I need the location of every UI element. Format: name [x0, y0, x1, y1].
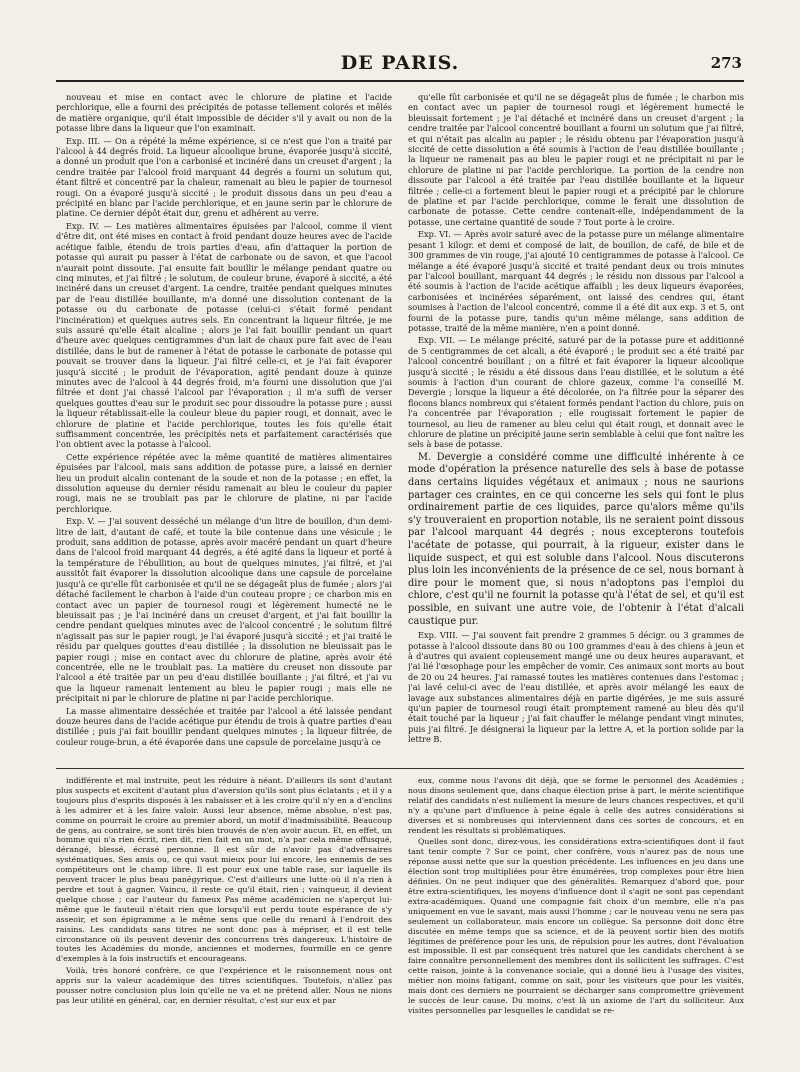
page-number: 273 — [710, 54, 742, 72]
upper-left-column — [56, 92, 392, 762]
running-title: DE PARIS. — [340, 52, 460, 74]
paragraph: Exp. IV. — Les matières alimentaires épuisées par l'alcool, comme il vient d'être dit, ont été mises en contact à froid pendant douze heures avec de l'acide acétique faible, étendu de trois parties d'eau, afin d'attaquer la portion de potasse qui aurait pu passer à l'état de carbonate ou de savon, et que l'acool n'aurait point dissoute. J'ai ensuite fait bouillir le mélange pendant quatre ou cinq minutes, et j'ai filtré ; le solutum, de couleur brune, évaporé à siccité, a été incinéré dans un creuset d'argent. La cendre, traitée pendant quelques minutes par de l'eau distillée bouillante, m'a donné une dissolution contenant de la potasse ou du carbonate de potasse (celui-ci s'était formé pendant l'incinération) et quelques autres sels. En concentrant la liqueur filtrée, je me suis assuré qu'elle était alcaline ; alors je l'ai fait bouillir pendant un quart d'heure avec quelques centigrammes d'un lait de chaux pure fait avec de l'eau distillée, dans le but de ramener à l'état de potasse le carbonate de potasse qui pouvait se trouver dans la liqueur. J'ai filtré celle-ci, et je l'ai fait évaporer jusqu'à siccité ; le produit de l'évaporation, agité pendant douze à quinze minutes avec de l'alcool à 44 degrés froid, m'a fourni une dissolution que j'ai filtrée et dont j'ai chassé l'alcool par l'évaporation ; il m'a suffi de verser quelques gouttes d'eau sur le produit sec pour dissoudre la potasse pure ; aussi la liqueur rétablissait-elle la couleur bleue du papier rougi, et donnait, avec le chlorure de platine et l'acide perchlorique, toutes les fois qu'elle était suffisamment concentrée, les précipités nets et parfaitement caractérisés que l'on obtient avec la potasse à l'alcool. — [56, 220, 392, 450]
lower-section — [56, 776, 744, 1062]
paragraph: nouveau et mise en contact avec le chlorure de platine et l'acide perchlorique, elle a fourni des précipités de potasse tellement colorés et mêlés de matière organique, qu'il était impossible de décider s'il y avait ou non de la potasse libre dans la liqueur que l'on examinait. — [56, 92, 392, 134]
paragraph: eux, comme nous l'avons dit déjà, que se forme le personnel des Académies ; nous disons seulement que, dans chaque élection prise à part, le mérite scientifique relatif des candidats n'est nullement la mesure de leurs chances respectives, et qu'il n'y a qu'une part d'influence à peine égale à celle des autres considérations si diverses et si nombreuses qui interviennent dans ces sortes de concours, et en rendent les résultats si problématiques. — [408, 776, 744, 835]
paragraph: Exp. VII. — Le mélange précité, saturé par de la potasse pure et additionné de 5 centigrammes de cet alcali, a été évaporé ; le produit sec a été traité par l'alcool concentré bouillant ; on a filtré et fait évaporer la liqueur alcoolique jusqu'à siccité ; le résidu a été dissous dans l'eau distillée, et le solutum a été soumis à l'action d'un courant de chlore gazeux, comme l'a conseillé M. Devergie ; lorsque la liqueur a été décolorée, on l'a filtrée pour la séparer des flocons blancs nombreux qui s'étaient formés pendant l'action du chlore, puis on l'a concentrée par l'évaporation ; elle rougissait fortement le papier de tournesol, au lieu de ramener au bleu celui qui était rougi, et donnait avec le chlorure de platine un précipité jaune serin semblable à celui que font naître les sels à base de potasse. — [408, 335, 744, 450]
paragraph: Exp. III. — On a répété la même expérience, si ce n'est que l'on a traité par l'alcool à 44 degrés froid. La liqueur alcoolique brune, évaporée jusqu'à siccité, a donné un produit que l'on a carbonisé et incinéré dans un creuset d'argent ; la cendre traitée par l'alcool froid marquant 44 degrés a fourni un solutum qui, étant filtré et concentré par la chaleur, ramenait au bleu le papier de tournesol rougi. On a évaporé jusqu'à siccité ; le produit dissous dans un peu d'eau a précipité en blanc par l'acide perchlorique, et en jaune serin par le chlorure de platine. Ce dernier dépôt était dur, grenu et adhérent au verre. — [56, 135, 392, 219]
paragraph: Exp. V. — J'ai souvent desséché un mélange d'un litre de bouillon, d'un demi-litre de lait, d'autant de café, et toute la bile contenue dans une vésicule ; le produit, sans addition de potasse, après avoir macéré pendant un quart d'heure dans de l'alcool froid marquant 44 degrés, a été agité dans la liqueur et porté à la température de l'ébullition, au bout de quelques minutes, j'ai filtré, et j'ai aussitôt fait évaporer la dissolution alcoolique dans une capsule de porcelaine jusqu'à ce qu'elle fût carbonisée et qu'il ne se dégageât plus de fumée ; alors j'ai détaché facilement le charbon à l'aide d'un couteau propre ; ce charbon mis en contact avec un papier de tournesol rougi et légèrement humecté ne le bleuissait pas ; je l'ai incinéré dans un creuset d'argent, et j'ai fait bouillir la cendre pendant quelques minutes avec de l'alcool concentré ; le solutum filtré n'agissait pas sur le papier rougi, je l'ai évaporé jusqu'à siccité ; et j'ai traité le résidu par quelques gouttes d'eau distillée ; la dissolution ne bleuissait pas le papier rougi ; mise en contact avec du chlorure de platine, après avoir été concentrée, elle ne le troublait pas. La matière du creuset non dissoute par l'alcool a été traitée par un peu d'eau distillée bouillante ; j'ai filtré, et j'ai vu que la liqueur ramenait lentement au bleu le papier rougi ; mais elle ne précipitait ni par le chlorure de platine ni par l'acide perchlorique. — [56, 516, 392, 704]
lower-right-column — [408, 776, 744, 1062]
paragraph: Quelles sont donc, direz-vous, les considérations extra-scientifiques dont il faut tant tenir compte ? Sur ce point, cher confrère, vous n'aurez pas de nous une réponse aussi nette que sur la question précédente. Les influences en jeu dans une élection sont trop multipliées pour être énumérées, trop complexes pour être bien définies. On ne peut indiquer que des généralités. Remarquez d'abord que, pour être extra-scientifiques, les moyens d'influence dont il s'agit ne sont pas cependant extra-académiques. Quand une compagnie fait choix d'un membre, elle n'a pas uniquement en vue le savant, mais aussi l'homme ; car le nouveau venu ne sera pas seulement un collaborateur, mais encore un collègue. Sa personne doit donc être discutée en même temps que sa science, et de là peuvent sortir bien des motifs légitimes de préférence pour les uns, de répulsion pour les autres, dont l'évaluation est impossible. Il est par conséquent très naturel que les candidats cherchent à se faire connaître personnellement des membres dont ils sollicitent les suffrages. C'est cette raison, jointe à la convenance sociale, qui a donné lieu à l'usage des visites, métier non moins fatigant, comme on sait, pour les visiteurs que pour les visités, mais dont ces derniers ne pourraient se décharger sans compromettre grièvement le succès de leur cause. Du moins, c'est là un axiome de l'art du solliciteur. Aux visites personnelles par lesquelles le candidat se re- — [408, 837, 744, 1015]
paragraph: Exp. VIII. — J'ai souvent fait prendre 2 grammes 5 décigr. ou 3 grammes de potasse à l'alcool dissoute dans 80 ou 100 grammes d'eau à des chiens à jeun et à d'autres qui avaient copieusement mangé une ou deux heures auparavant, et j'ai lié l'œsophage pour les empêcher de vomir. Ces animaux sont morts au bout de 20 ou 24 heures. J'ai ramassé toutes les matières contenues dans l'estomac ; j'ai lavé celui-ci avec de l'eau distillée, et après avoir mélangé les eaux de lavage aux substances alimentaires déjà en partie digérées, je me suis assuré qu'un papier de tournesol rougi était promptement ramené au bleu dès qu'il était touché par la liqueur ; j'ai fait chauffer le mélange pendant vingt minutes, puis j'ai filtré. Je désignerai la liqueur par la lettre A, et la portion solide par la lettre B. — [408, 630, 744, 745]
paragraph: Voilà, très honoré confrère, ce que l'expérience et le raisonnement nous ont appris sur la valeur académique des titres scientifiques. Toutefois, n'allez pas pousser notre conclusion plus loin qu'elle ne va et ne prétend aller. Nous ne nions pas leur utilité en général, car, en dernier résultat, c'est sur eux et par — [56, 966, 392, 1005]
paragraph: indifférente et mal instruite, peut les réduire à néant. D'ailleurs ils sont d'autant plus suspects et excitent d'autant plus d'aversion qu'ils sont plus éclatants ; et il y a toujours plus d'esprits disposés à les rabaisser et à les croire qu'il n'y en a d'enclins à les admirer et à les faire valoir. Aussi leur absence, même absolue, n'est pas, comme on pourrait le croire au premier abord, un motif d'inadmissibilité. Beaucoup de gens, au contraire, se sont tirés bien trouvés de n'en avoir aucun. Et, en effet, un homme qui n'a rien écrit, rien dit, rien fait en un mot, n'a par cela même offusqué, dérangé, blessé, écrasé personne. Il est sûr de n'avoir pas d'adversaires systématiques. Ses amis ou, ce qui vaut mieux pour lui encore, les ennemis de ses compétiteurs ont le champ libre. Il est pour eux une table rase, sur laquelle ils peuvent tracer le plus beau panégyrique. C'est d'ailleurs une lutte où il n'a rien à perdre et tout à gagner. Vaincu, il reste ce qu'il était, rien ; vainqueur, il devient quelque chose ; car l'auteur du fameux Pas même académicien ne s'aperçut lui-même que le fauteuil n'était rien que lorsqu'il eut perdu toute espérance de s'y asseoir, et son épigramme a le même sens que celle du renard à l'endroit des raisins. Les candidats sans titres ne sont donc pas à mépriser, et il est telle circonstance où ils peuvent devenir des concurrens très dangereux. L'histoire de toutes les Académies du monde, anciennes et modernes, fourmille en ce genre d'exemples à la fois instructifs et encourageans. — [56, 776, 392, 964]
upper-right-column — [408, 92, 744, 762]
paragraph: Cette expérience répétée avec la même quantité de matières alimentaires épuisées par l'alcool, mais sans addition de potasse pure, a laissé en dernier lieu un produit alcalin contenant de la soude et non de la potasse ; en effet, la dissolution aqueuse du dernier résidu ramenait au bleu le couleur du papier rougi, mais ne se troublait pas par le chlorure de platine, ni par l'acide perchlorique. — [56, 451, 392, 514]
paragraph: La masse alimentaire desséchée et traitée par l'alcool a été laissée pendant douze heures dans de l'acide acétique pur étendu de trois à quatre parties d'eau distillée ; puis j'ai fait bouillir pendant quelques minutes ; la liqueur filtrée, de couleur rouge-brun, a été évaporée dans une capsule de porcelaine jusqu'à ce — [56, 705, 392, 747]
commentary-paragraph: M. Devergie a considéré comme une difficulté inhérente à ce mode d'opération la présence naturelle des sels à base de potasse dans certains liquides végétaux et animaux ; nous ne saurions partager ces craintes, en ce qui concerne les sels qui font le plus ordinairement partie de ces liquides, parce qu'alors même qu'ils s'y trouveraient en proportion notable, ils ne seraient point dissous par l'alcool marquant 44 degrés ; nous excepterons toutefois l'acétate de potasse, qui pourrait, à la rigueur, exister dans le liquide suspect, et qui est soluble dans l'alcool. Nous discuterons plus loin les inconvénients de la présence de ce sel, nous bornant à dire pour le moment que, si nous n'adoptons pas l'emploi du chlore, c'est qu'il ne fournit la potasse qu'à l'état de sel, et qu'il est possible, en suivant une autre voie, de l'obtenir à l'état d'alcali caustique pur. — [408, 451, 744, 627]
upper-section — [56, 92, 744, 762]
paragraph: qu'elle fût carbonisée et qu'il ne se dégageât plus de fumée ; le charbon mis en contact avec un papier de tournesol rougi et légèrement humecté le bleuissait fortement ; je l'ai détaché et incinéré dans un creuset d'argent ; la cendre traitée par l'alcool concentré bouillant a fourni un solutum que j'ai filtré, et qui n'était pas alcalin au papier ; le résidu obtenu par l'évaporation jusqu'à siccité de cette dissolution a été soumis à l'action de l'eau distillée bouillante ; la liqueur ne ramenait pas au bleu le papier rougi et ne précipitait ni par le chlorure de platine ni par l'acide perchlorique. La portion de la cendre non dissoute par l'alcool a été traitée par l'eau distillée bouillante et la liqueur filtrée ; celle-ci a fortement bleui le papier rougi et a précipité par le chlorure de platine et par l'acide perchlorique, comme le ferait une dissolution de carbonate de potasse. Cette cendre contenait-elle, indépendamment de la potasse, une certaine quantité de soude ? Tout porte à le croire. — [408, 92, 744, 227]
page-header — [56, 50, 744, 82]
section-divider — [56, 768, 744, 769]
paragraph: Exp. VI. — Après avoir saturé avec de la potasse pure un mélange alimentaire pesant 1 kilogr. et demi et composé de lait, de bouillon, de café, de bile et de 300 grammes de vin rouge, j'ai ajouté 10 centigrammes de potasse à l'alcool. Ce mélange a été évaporé jusqu'à siccité et traité pendant deux ou trois minutes par l'alcool bouillant, marquant 44 degrés ; le résidu non dissous par l'alcool a été soumis à l'action de l'acide acétique affaibli ; les deux liqueurs évaporées, carbonisées et incinérées séparément, ont laissé des cendres qui, étant soumises à l'action de l'alcool concentré, comme il a été dit aux exp. 3 et 5, ont fourni de la potasse pure, tandis qu'un même mélange, sans addition de potasse, traité de la même manière, n'en a point donné. — [408, 229, 744, 333]
lower-left-column — [56, 776, 392, 1062]
